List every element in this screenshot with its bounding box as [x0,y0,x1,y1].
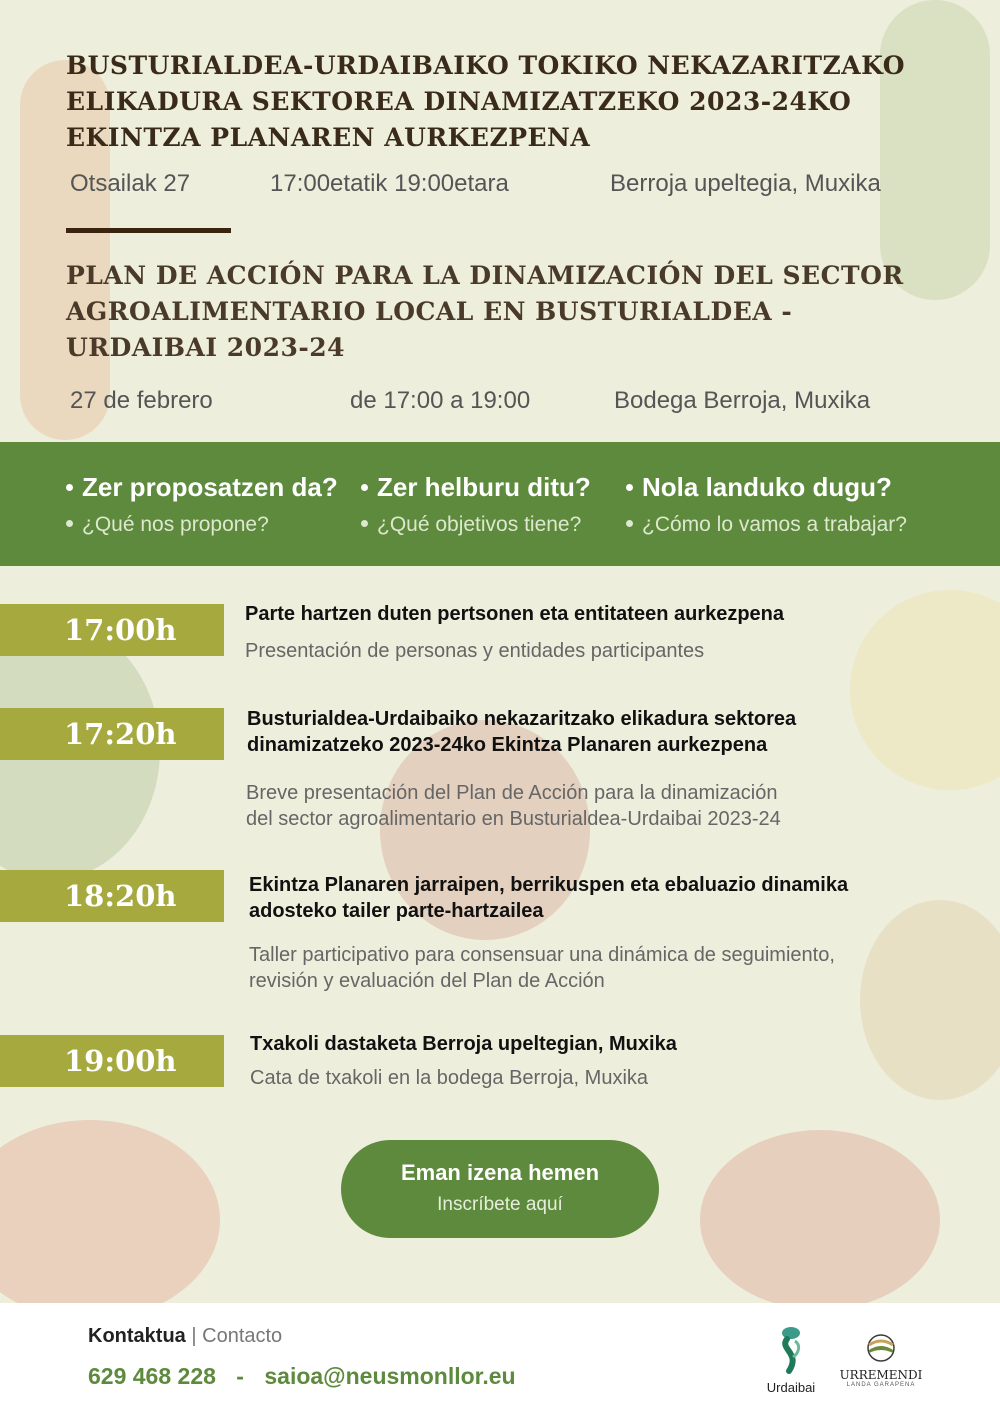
divider-rule [66,228,231,233]
contact-dash: - [236,1363,244,1389]
register-label-basque: Eman izena hemen [400,1160,600,1185]
schedule-desc-spanish [250,1065,648,1091]
schedule-time: 18:20h [0,870,224,922]
contact-line [88,1363,516,1390]
schedule-title-basque [249,872,848,924]
contact-label-spanish: Contacto [202,1325,283,1347]
schedule-title-basque [247,706,796,758]
title-spanish-line: URDAIBAI 2023-24 [66,333,346,362]
schedule-line: Busturialdea-Urdaibaiko nekazaritzako elikadura sektorea [247,708,797,730]
time-basque: 17:00etatik 19:00etara [270,170,509,197]
question-spanish: ¿Qué objetivos tiene? [377,513,582,536]
contact-separator: | [191,1325,197,1347]
schedule-line: Parte hartzen duten pertsonen eta entitateen aurkezpena [245,603,785,625]
question-basque: Zer helburu ditu? [377,472,591,502]
bullet-icon [66,520,73,527]
place-basque: Berroja upeltegia, Muxika [610,170,881,197]
bullet-icon [626,520,633,527]
title-basque-line: EKINTZA PLANAREN AURKEZPENA [66,123,591,152]
schedule-time: 19:00h [0,1035,224,1087]
contact-label [88,1325,282,1348]
questions-band [0,442,1000,566]
schedule-desc-spanish [249,942,835,994]
cheese-illustration [850,590,1000,790]
title-spanish-line: PLAN DE ACCIÓN PARA LA DINAMIZACIÓN DEL SECTOR [66,261,904,290]
title-spanish [66,258,926,366]
question-spanish: ¿Qué nos propone? [82,513,269,536]
schedule-time: 17:20h [0,708,224,760]
jar-illustration [860,900,1000,1100]
urremendi-logo [836,1333,926,1399]
schedule-time: 17:00h [0,604,224,656]
date-basque: Otsailak 27 [70,170,191,197]
schedule-line: Presentación de personas y entidades participantes [245,640,705,662]
bullet-icon [361,484,368,491]
schedule-line: Taller participativo para consensuar una dinámica de seguimiento, [249,944,835,966]
schedule-line: dinamizatzeko 2023-24ko Ekintza Planaren aurkezpena [247,734,768,756]
title-basque [66,48,946,156]
schedule-line: revisión y evaluación del Plan de Acción [249,970,605,992]
bullet-icon [626,484,633,491]
date-spanish: 27 de febrero [70,387,213,414]
schedule-line: Cata de txakoli en la bodega Berroja, Muxika [250,1067,649,1089]
footer [0,1303,1000,1415]
contact-label-basque: Kontaktua [88,1325,186,1347]
tomato-illustration [0,1120,220,1320]
question-basque: Nola landuko dugu? [642,472,892,502]
register-label-spanish: Inscríbete aquí [437,1194,563,1215]
bullet-icon [361,520,368,527]
question-spanish: ¿Cómo lo vamos a trabajar? [642,513,907,536]
urdaibai-emblem-icon [771,1323,811,1375]
question-basque: Zer proposatzen da? [82,472,338,502]
schedule-desc-spanish [245,638,704,664]
time-spanish: de 17:00 a 19:00 [350,387,531,414]
register-button[interactable] [341,1140,659,1238]
place-spanish: Bodega Berroja, Muxika [614,387,871,414]
urdaibai-logo-text: Urdaibai [766,1380,816,1395]
pepper-illustration [700,1130,940,1310]
schedule-line: adosteko tailer parte-hartzailea [249,900,544,922]
schedule-line: del sector agroalimentario en Busturialdea-Urdaibai 2023-24 [246,808,781,830]
schedule-line: Breve presentación del Plan de Acción para la dinamización [246,782,778,804]
urremendi-emblem-icon [864,1333,898,1363]
phone-link[interactable]: 629 468 228 [88,1363,216,1389]
schedule-line: Ekintza Planaren jarraipen, berrikuspen eta ebaluazio dinamika [249,874,849,896]
schedule-title-basque [250,1031,677,1057]
title-spanish-line: AGROALIMENTARIO LOCAL EN BUSTURIALDEA - [66,297,793,326]
question-column [626,472,907,537]
schedule-desc-spanish [246,780,781,832]
bullet-icon [66,484,73,491]
title-basque-line: BUSTURIALDEA-URDAIBAIKO TOKIKO NEKAZARITZAKO [66,51,906,80]
email-link[interactable]: saioa@neusmonllor.eu [264,1363,516,1389]
question-column [66,472,338,537]
schedule-title-basque [245,601,784,627]
urremendi-logo-subtext: LANDA GARAPENA [846,1382,916,1388]
title-basque-line: ELIKADURA SEKTOREA DINAMIZATZEKO 2023-24KO [66,87,852,116]
question-column [361,472,591,537]
urdaibai-logo [756,1323,826,1401]
schedule-line: Txakoli dastaketa Berroja upeltegian, Muxika [250,1033,677,1055]
urremendi-logo-text: URREMENDI [839,1368,923,1382]
